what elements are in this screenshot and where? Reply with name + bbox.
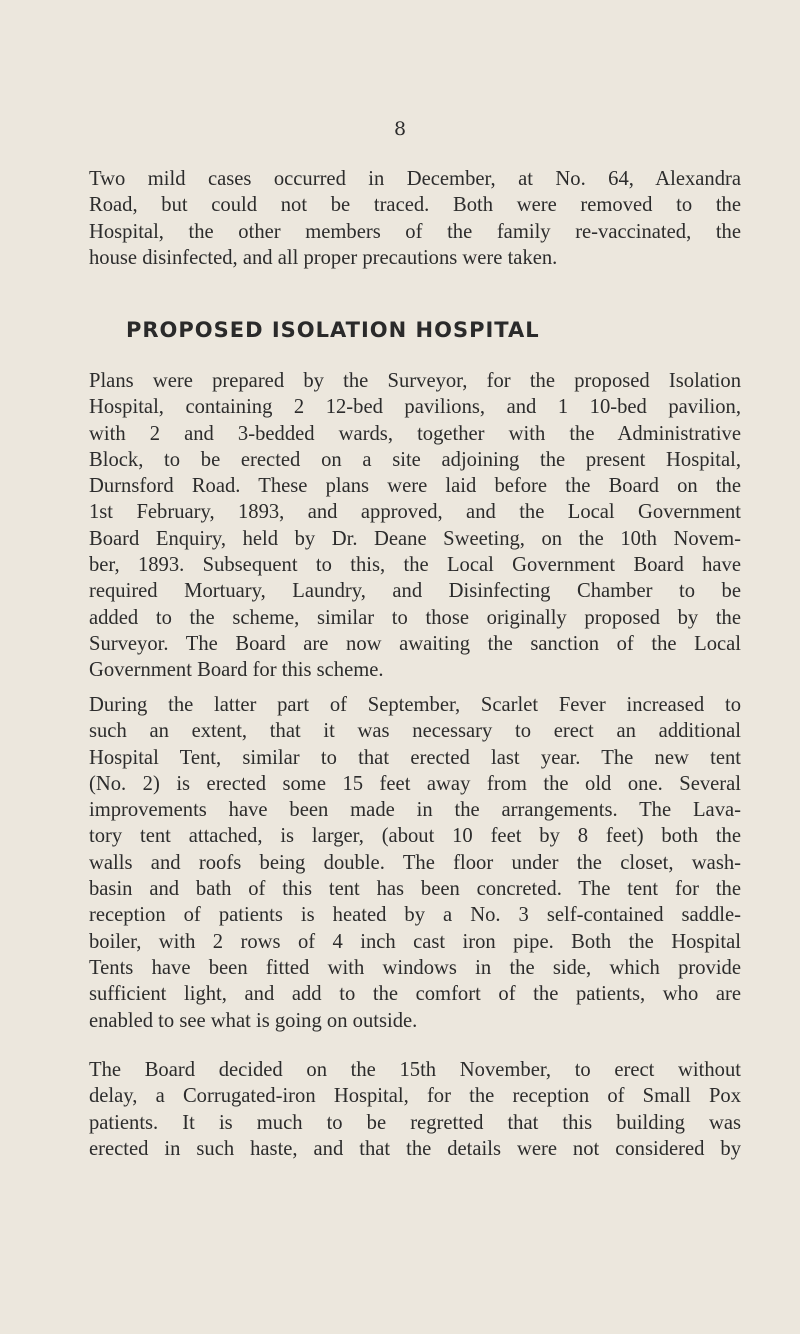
text-line: Hospital, containing 2 12-bed pavilions, and 1 10-bed pavilion,	[89, 396, 741, 419]
text-line: enabled to see what is going on outside.	[89, 1009, 418, 1032]
text-line: with 2 and 3-bedded wards, together with the Administrative	[89, 422, 741, 445]
page-number: 8	[393, 118, 407, 140]
paragraph-smallpox-cases	[89, 166, 741, 271]
text-line: added to the scheme, similar to those originally proposed by the	[89, 606, 741, 629]
text-line: Government Board for this scheme.	[89, 659, 384, 682]
text-line: (No. 2) is erected some 15 feet away from the old one. Several	[89, 772, 741, 795]
text-line: sufficient light, and add to the comfort of the patients, who are	[89, 983, 741, 1006]
text-line: boiler, with 2 rows of 4 inch cast iron pipe. Both the Hospital	[89, 930, 741, 953]
text-line: The Board decided on the 15th November, to erect without	[89, 1059, 741, 1081]
text-line: patients. It is much to be regretted that this building was	[89, 1111, 741, 1134]
text-line: Surveyor. The Board are now awaiting the sanction of the Local	[89, 632, 741, 655]
text-line: basin and bath of this tent has been concreted. The tent for the	[89, 878, 741, 901]
text-line: Tents have been fitted with windows in the side, which provide	[89, 956, 741, 979]
text-line: Block, to be erected on a site adjoining the present Hospital,	[89, 448, 741, 471]
paragraph-corrugated-hospital	[89, 1057, 741, 1162]
text-line: improvements have been made in the arrangements. The Lava-	[89, 799, 741, 822]
text-line: Durnsford Road. These plans were laid before the Board on the	[89, 475, 741, 498]
paragraph-isolation-plans	[89, 368, 741, 684]
text-line: ber, 1893. Subsequent to this, the Local Government Board have	[89, 554, 741, 577]
text-line: delay, a Corrugated-iron Hospital, for the reception of Small Pox	[89, 1085, 741, 1108]
text-line: erected in such haste, and that the details were not considered by	[89, 1137, 741, 1160]
text-line: house disinfected, and all proper precautions were taken.	[89, 246, 558, 269]
text-line: 1st February, 1893, and approved, and the Local Government	[89, 501, 741, 524]
text-line: Hospital Tent, similar to that erected last year. The new tent	[89, 746, 741, 769]
text-line: Road, but could not be traced. Both were removed to the	[89, 194, 741, 217]
text-line: During the latter part of September, Scarlet Fever increased to	[89, 694, 741, 716]
text-line: Board Enquiry, held by Dr. Deane Sweeting, on the 10th Novem-	[89, 527, 741, 550]
paragraph-scarlet-fever	[89, 692, 741, 1034]
text-line: required Mortuary, Laundry, and Disinfecting Chamber to be	[89, 580, 741, 603]
text-line: reception of patients is heated by a No. 3 self-contained saddle-	[89, 904, 741, 927]
text-line: walls and roofs being double. The floor under the closet, wash-	[89, 851, 741, 874]
text-line: tory tent attached, is larger, (about 10 feet by 8 feet) both the	[89, 825, 741, 848]
text-line: Hospital, the other members of the family re-vaccinated, the	[89, 220, 741, 243]
text-line: such an extent, that it was necessary to erect an additional	[89, 720, 741, 743]
text-line: Plans were prepared by the Surveyor, for the proposed Isolation	[89, 370, 741, 392]
text-line: Two mild cases occurred in December, at No. 64, Alexandra	[89, 168, 741, 190]
section-heading: PROPOSED ISOLATION HOSPITAL	[126, 318, 540, 342]
